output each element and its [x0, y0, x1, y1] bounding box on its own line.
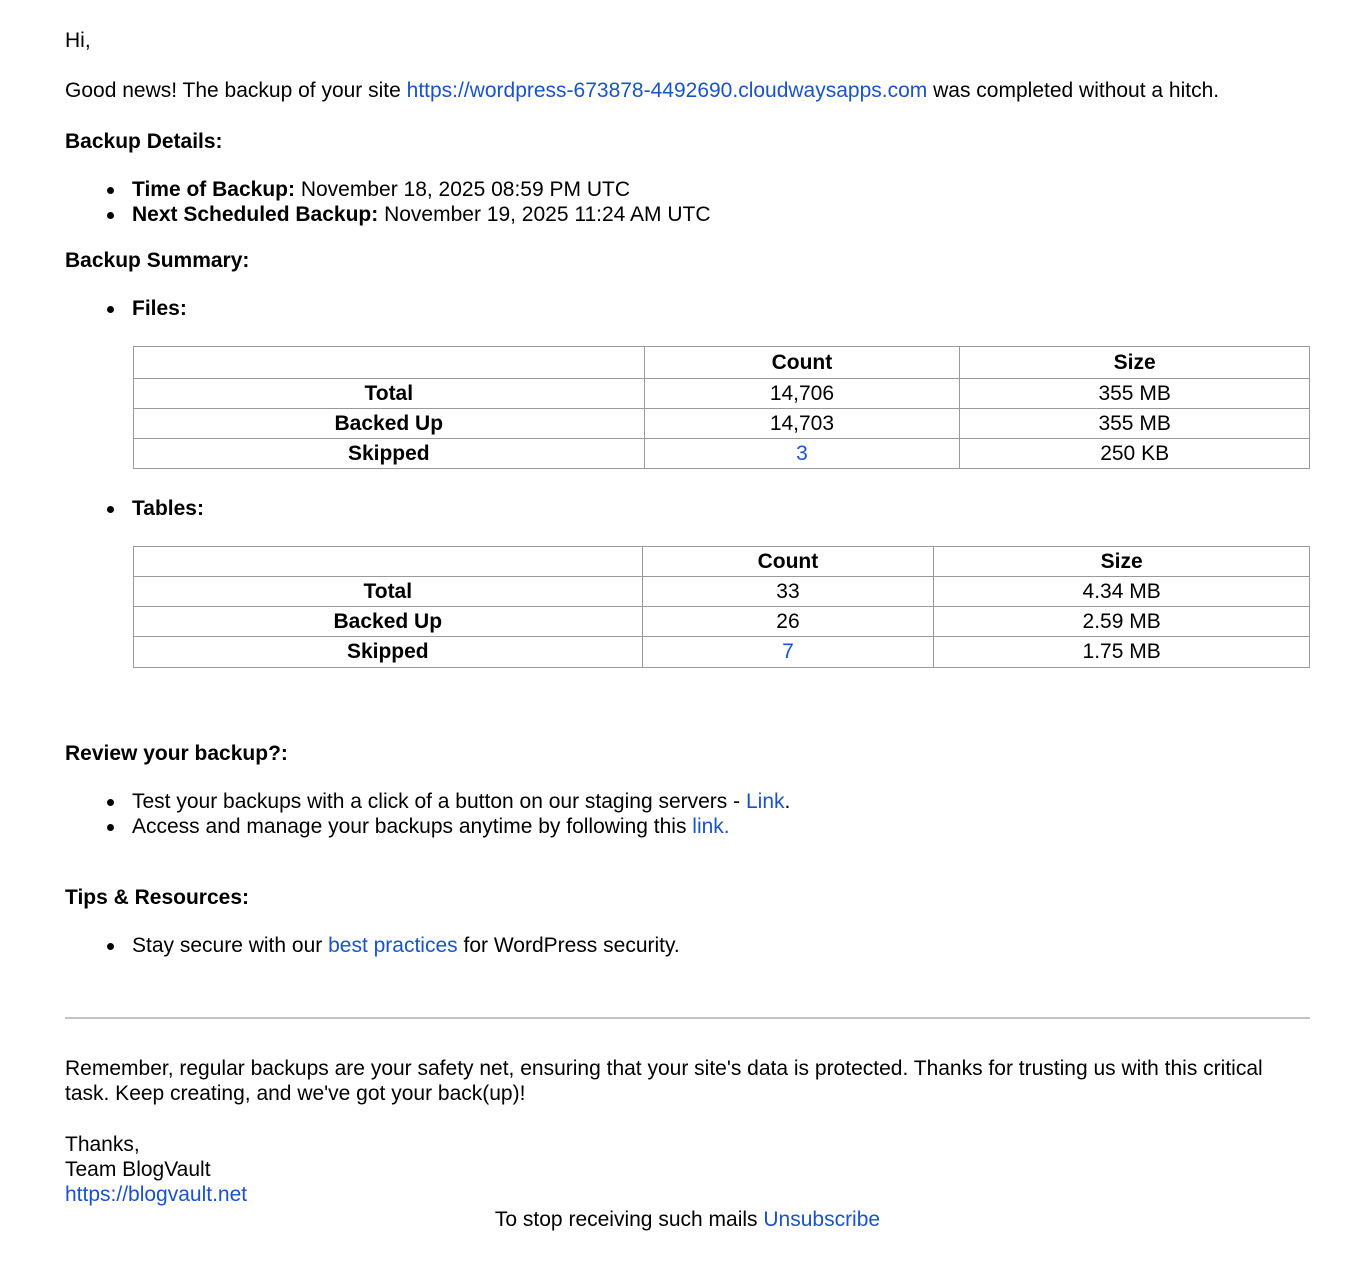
files-header-row [134, 347, 1310, 379]
tips-text-after: for WordPress security. [457, 934, 680, 957]
tables-header-size: Size [934, 547, 1310, 577]
count-cell [644, 439, 960, 469]
review-item1-text: Test your backups with a click of a button on our staging servers - [132, 790, 746, 813]
closing-paragraph: Remember, regular backups are your safety net, ensuring that your site's data is protected. Thanks for trusting us with this critical task. Keep creating, and we've got your back(up)! [65, 1057, 1263, 1105]
size-cell: 1.75 MB [934, 637, 1310, 668]
files-table [133, 346, 1310, 469]
blogvault-url-link[interactable]: https://blogvault.net [65, 1183, 248, 1206]
time-of-backup-value: November 18, 2025 08:59 PM UTC [294, 178, 630, 201]
files-label: Files: [132, 297, 187, 320]
row-label: Backed Up [134, 607, 643, 637]
signoff-thanks: Thanks, [65, 1133, 140, 1156]
count-cell: 14,703 [644, 409, 960, 439]
files-header-count: Count [644, 347, 960, 379]
backup-details-heading: Backup Details: [65, 130, 223, 153]
row-label: Backed Up [134, 409, 645, 439]
size-cell: 2.59 MB [934, 607, 1310, 637]
unsubscribe-line [65, 1207, 1310, 1232]
next-backup-value: November 19, 2025 11:24 AM UTC [378, 203, 711, 226]
row-label: Skipped [134, 637, 643, 668]
files-item [132, 296, 187, 321]
manage-backups-link[interactable]: link. [692, 815, 730, 838]
table-row [134, 607, 1310, 637]
next-backup-item [132, 202, 711, 227]
review-item1-end: . [784, 790, 791, 813]
skipped-tables-link[interactable]: 7 [782, 640, 794, 663]
signoff-team: Team BlogVault [65, 1158, 211, 1181]
count-cell: 33 [642, 577, 934, 607]
count-cell: 14,706 [644, 379, 960, 409]
tips-text-before: Stay secure with our [132, 934, 329, 957]
table-row [134, 409, 1310, 439]
tables-header-row [134, 547, 1310, 577]
tips-item [132, 933, 680, 958]
size-cell: 355 MB [960, 379, 1310, 409]
time-of-backup-item [132, 177, 711, 202]
greeting: Hi, [65, 29, 91, 52]
files-list [65, 296, 187, 321]
tables-label: Tables: [132, 497, 204, 520]
staging-link[interactable]: Link [745, 790, 785, 813]
intro-text-after: was completed without a hitch. [927, 79, 1220, 102]
tips-list [65, 933, 680, 958]
unsubscribe-link[interactable]: Unsubscribe [763, 1208, 881, 1231]
backup-details-list [65, 177, 711, 227]
best-practices-link[interactable]: best practices [328, 934, 458, 957]
table-row [134, 439, 1310, 469]
tables-header-count: Count [642, 547, 934, 577]
size-cell: 355 MB [960, 409, 1310, 439]
skipped-files-link[interactable]: 3 [796, 441, 808, 465]
tables-list [65, 496, 204, 521]
count-cell [642, 637, 934, 668]
unsubscribe-text: To stop receiving such mails [494, 1208, 764, 1231]
tables-table [133, 546, 1310, 668]
row-label: Skipped [134, 439, 645, 469]
files-header-size: Size [960, 347, 1310, 379]
table-row [134, 577, 1310, 607]
review-item2-text: Access and manage your backups anytime by following this [132, 815, 693, 838]
tips-heading: Tips & Resources: [65, 886, 250, 909]
intro-paragraph [65, 79, 1219, 103]
next-backup-label: Next Scheduled Backup: [132, 203, 379, 226]
row-label: Total [134, 577, 643, 607]
review-item-staging [132, 789, 790, 814]
row-label: Total [134, 379, 645, 409]
table-row [134, 379, 1310, 409]
tables-item [132, 496, 204, 521]
intro-text-before: Good news! The backup of your site [65, 79, 407, 102]
review-item-manage [132, 814, 790, 839]
signoff [65, 1132, 247, 1207]
files-header-blank [134, 347, 645, 379]
table-row [134, 637, 1310, 668]
count-cell: 26 [642, 607, 934, 637]
site-url-link[interactable]: https://wordpress-673878-4492690.cloudwaysapps.com [406, 79, 928, 102]
size-cell: 250 KB [960, 439, 1310, 469]
time-of-backup-label: Time of Backup: [132, 178, 295, 201]
divider [65, 1017, 1310, 1019]
review-list [65, 789, 790, 839]
backup-summary-heading: Backup Summary: [65, 249, 250, 272]
tables-header-blank [134, 547, 643, 577]
review-heading: Review your backup?: [65, 742, 288, 765]
size-cell: 4.34 MB [934, 577, 1310, 607]
